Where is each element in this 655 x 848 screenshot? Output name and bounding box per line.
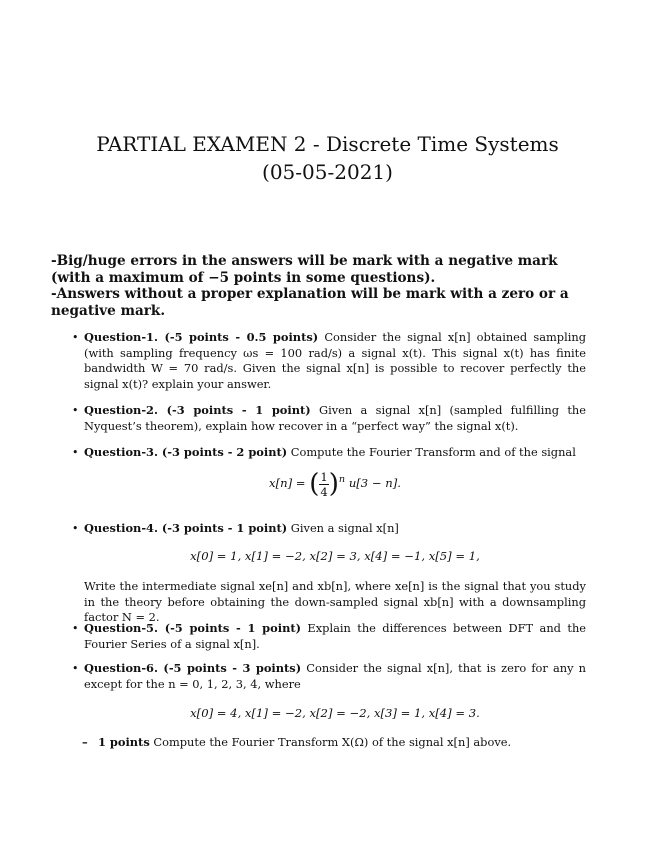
subitem-text: Compute the Fourier Transform X(Ω) of the signal x[n] above. bbox=[153, 735, 512, 749]
question-6-label: Question-6. (-5 points - 3 points) bbox=[84, 661, 302, 675]
question-3-equation: x[n] = ( $\frac{1}{4}$ )$^n$ u[3 − n]. bbox=[269, 469, 401, 499]
question-2-label: Question-2. (-3 points - 1 point) bbox=[84, 403, 311, 417]
question-4-equation: x[0] = 1, x[1] = −2, x[2] = 3, x[4] = −1, x[5] = 1, bbox=[190, 549, 480, 563]
question-1-label: Question-1. (-5 points - 0.5 points) bbox=[84, 330, 319, 344]
question-4 bbox=[72, 521, 586, 537]
question-5-text: Explain the differences between DFT and the Fourier Series of a signal x[n]. bbox=[84, 621, 587, 651]
bullet-icon: • bbox=[72, 622, 79, 635]
bullet-icon: • bbox=[72, 331, 79, 344]
bullet-icon: • bbox=[72, 522, 79, 535]
warning-explanation: -Answers without a proper explanation will be mark with a zero or a negative mark. bbox=[51, 286, 569, 319]
question-4-label: Question-4. (-3 points - 1 point) bbox=[84, 521, 288, 535]
question-4-text-after: Write the intermediate signal xe[n] and xb[n], where xe[n] is the signal that you study in the theory before obtaining the down-sampled signal xb[n] with a downsampling factor N = 2. bbox=[84, 579, 586, 624]
question-5 bbox=[72, 621, 587, 652]
question-3-label: Question-3. (-3 points - 2 point) bbox=[84, 445, 288, 459]
exam-date: (05-05-2021) bbox=[262, 160, 393, 184]
question-2 bbox=[72, 403, 587, 434]
bullet-icon: • bbox=[72, 662, 79, 675]
warning-negative-mark: -Big/huge errors in the answers will be mark with a negative mark (with a maximum of −5 points in some questions). bbox=[51, 253, 558, 286]
question-2-text: Given a signal x[n] (sampled fulfilling the Nyquest’s theorem), explain how recover in a “perfect way” the signal x(t). bbox=[84, 403, 587, 433]
question-6-subitem bbox=[82, 735, 588, 751]
question-6-text: Consider the signal x[n], that is zero for any n except for the n = 0, 1, 2, 3, 4, where bbox=[84, 661, 587, 691]
question-3-text: Compute the Fourier Transform and of the signal bbox=[290, 445, 576, 459]
fraction: $\frac{1}{4}$ bbox=[320, 469, 328, 499]
question-1 bbox=[72, 330, 587, 392]
bullet-icon: • bbox=[72, 446, 79, 459]
exam-title: PARTIAL EXAMEN 2 - Discrete Time Systems bbox=[96, 132, 559, 156]
subitem-label: 1 points bbox=[98, 735, 150, 749]
dash-icon: – bbox=[82, 735, 88, 749]
question-3 bbox=[72, 445, 586, 461]
question-4-text: Given a signal x[n] bbox=[290, 521, 399, 535]
question-6-equation: x[0] = 4, x[1] = −2, x[2] = −2, x[3] = 1, x[4] = 3. bbox=[190, 706, 480, 720]
bullet-icon: • bbox=[72, 404, 79, 417]
question-6 bbox=[72, 661, 587, 692]
question-1-text: Consider the signal x[n] obtained sampling (with sampling frequency ωs = 100 rad/s) a signal x(t). This signal x(t) has finite bandwidth W = 70 rad/s. Given the signal x[n] is possible to recover perfectly the signal x(t)? explain your answer. bbox=[84, 330, 587, 391]
question-5-label: Question-5. (-5 points - 1 point) bbox=[84, 621, 302, 635]
